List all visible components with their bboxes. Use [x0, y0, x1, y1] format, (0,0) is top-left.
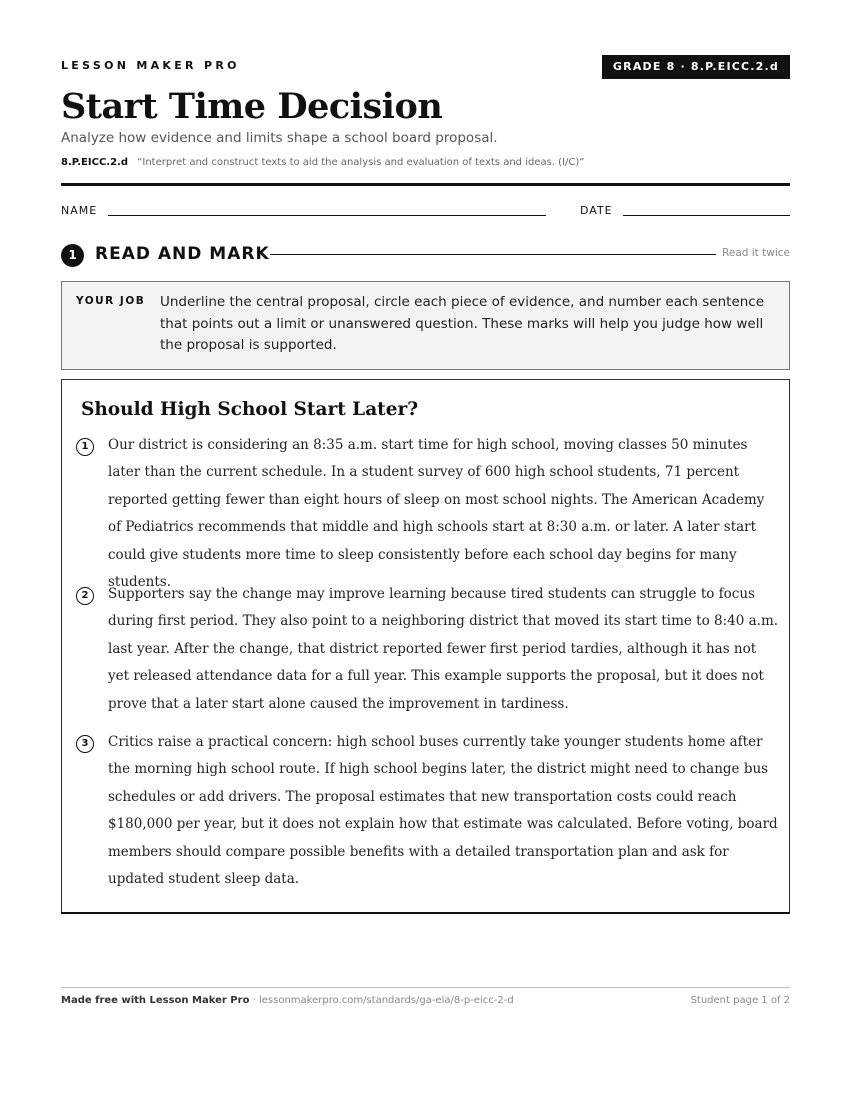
header-divider: [61, 183, 790, 186]
standard-code: 8.P.EICC.2.d: [61, 157, 128, 168]
header-bar: [61, 55, 790, 79]
paragraph-number: 3: [76, 735, 94, 753]
date-field[interactable]: [623, 215, 790, 216]
section-header: [61, 243, 790, 267]
page-subtitle: Analyze how evidence and limits shape a school board proposal.: [61, 130, 498, 146]
paragraph-text: Critics raise a practical concern: high school buses currently take younger students home after the morning high school route. If high school begins later, the district might need to change bus schedules or add drivers. The proposal estimates that new transportation costs could reach $180,000 per year, but it does not explain how that estimate was calculated. Before voting, board members should compare possible benefits with a detailed transportation plan and ask for updated student sleep data.: [108, 734, 778, 888]
standard-line: [61, 157, 584, 168]
brand-name: LESSON MAKER PRO: [61, 59, 240, 72]
name-date-row: [61, 204, 790, 220]
passage-box: [61, 379, 790, 914]
name-field[interactable]: [108, 215, 546, 216]
instructions-box: [61, 281, 790, 370]
footer-credit: Made free with Lesson Maker Pro: [61, 995, 250, 1006]
name-label: NAME: [61, 204, 98, 217]
paragraph-text: Our district is considering an 8:35 a.m. start time for high school, moving classes 50 minutes later than the current schedule. In a student survey of 600 high school students, 71 percent reported getting fewer than eight hours of sleep on most school nights. The American Academy of Pediatrics recommends that middle and high schools start at 8:30 a.m. or later. A later start could give students more time to sleep consistently before each school day begins for many students.: [108, 437, 765, 591]
footer-url: · lessonmakerpro.com/standards/ga-ela/8-p-eicc-2-d: [249, 995, 514, 1006]
section-title: READ AND MARK: [95, 244, 270, 264]
grade-badge: GRADE 8 · 8.P.EICC.2.d: [602, 55, 790, 79]
section-number-badge: 1: [61, 244, 84, 267]
section-note: Read it twice: [722, 247, 790, 259]
page-title: Start Time Decision: [61, 86, 443, 127]
passage-title: Should High School Start Later?: [81, 399, 419, 420]
section-divider: [270, 254, 716, 255]
footer: [61, 995, 790, 1006]
footer-divider: [61, 987, 790, 988]
page-indicator: Student page 1 of 2: [690, 995, 790, 1006]
date-label: DATE: [580, 204, 613, 217]
instructions-label: YOUR JOB: [76, 295, 146, 307]
standard-text: “Interpret and construct texts to aid the analysis and evaluation of texts and ideas. (I/C)”: [137, 157, 585, 168]
paragraph-text: Supporters say the change may improve learning because tired students can struggle to focus during first period. They also point to a neighboring district that moved its start time to 8:40 a.m. last year. After the change, that district reported fewer first period tardies, although it has not yet released attendance data for a full year. This example supports the proposal, but it does not prove that a later start alone caused the improvement in tardiness.: [108, 586, 779, 712]
instructions-text: Underline the central proposal, circle each piece of evidence, and number each sentence that points out a limit or unanswered question. These marks will help you judge how well the proposal is supported.: [160, 294, 765, 354]
paragraph-number: 1: [76, 438, 94, 456]
paragraph-number: 2: [76, 587, 94, 605]
